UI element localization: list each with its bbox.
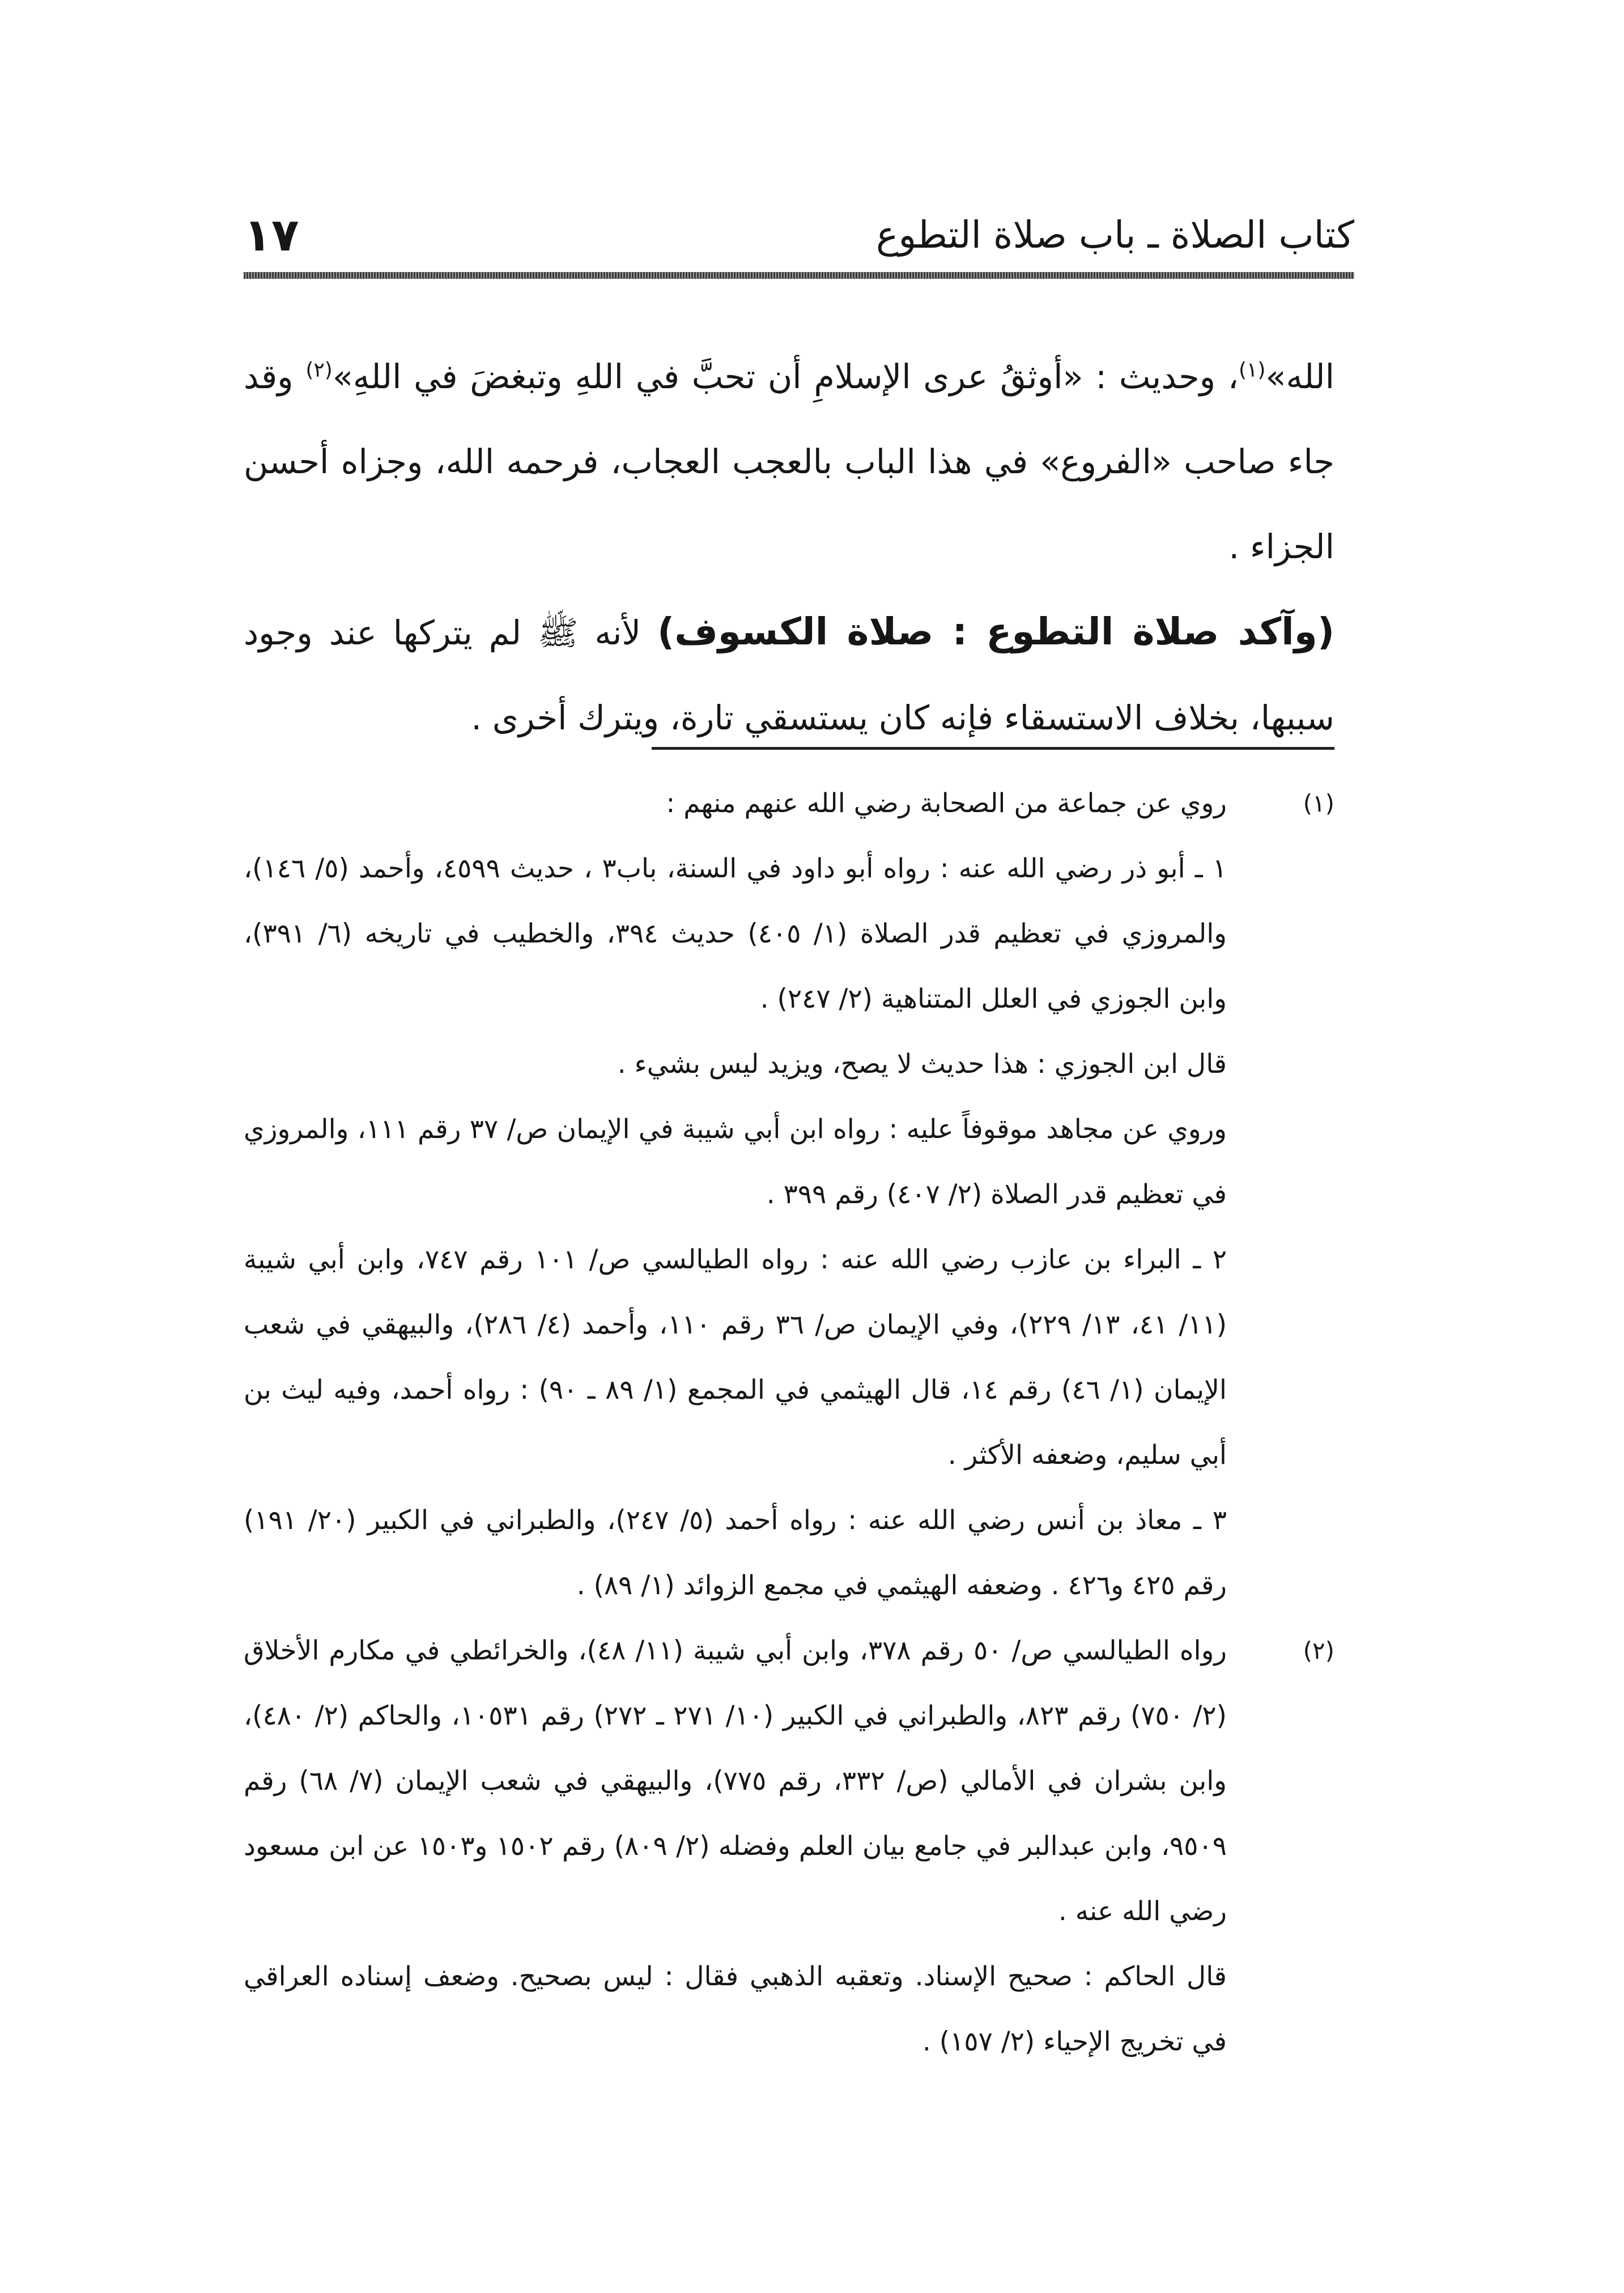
text-run: ، وحديث : «أوثقُ عرى الإسلامِ أن تحبَّ في اللهِ وتبغضَ في اللهِ» — [332, 357, 1239, 396]
page-number: ١٧ — [244, 209, 299, 261]
footnote-body — [244, 1618, 1227, 2074]
paragraph-lead: (وآكد صلاة التطوع : صلاة الكسوف) — [657, 610, 1334, 653]
footnote-divider — [652, 747, 1334, 750]
footnote-line: قال الحاكم : صحيح الإسناد. وتعقبه الذهبي فقال : ليس بصحيح. وضعف إسناده العراقي في تخريج الإحياء (٢/ ١٥٧) . — [244, 1961, 1227, 2057]
text-run: وقد جاء صاحب «الفروع» في هذا الباب بالعجب العجاب، فرحمه الله، وجزاه أحسن الجزاء . — [244, 357, 1334, 566]
footnote-line: رواه الطيالسي ص/ ٥٠ رقم ٣٧٨، وابن أبي شيبة (١١/ ٤٨)، والخرائطي في مكارم الأخلاق (٢/ ٧٥٠) رقم ٨٢٣، والطبراني في الكبير (١٠/ ٢٧١ ـ ٢٧٢) رقم ١٠٥٣١، والحاكم (٢/ ٤٨٠)، وابن بشران في الأمالي (ص/ ٣٣٢، رقم ٧٧٥)، والبيهقي في شعب الإيمان (٧/ ٦٨) رقم ٩٥٠٩، وابن عبدالبر في جامع بيان العلم وفضله (٢/ ٨٠٩) رقم ١٥٠٢ و١٥٠٣ عن ابن مسعود رضي الله عنه . — [244, 1635, 1227, 1927]
footnote-line: ٣ ـ معاذ بن أنس رضي الله عنه : رواه أحمد (٥/ ٢٤٧)، والطبراني في الكبير (٢٠/ ١٩١) رقم ٤٢٥ و٤٢٦ . وضعفه الهيثمي في مجمع الزوائد (١/ ٨٩) . — [244, 1505, 1227, 1601]
footnote-line: ٢ ـ البراء بن عازب رضي الله عنه : رواه الطيالسي ص/ ١٠١ رقم ٧٤٧، وابن أبي شيبة (١١/ ٤١، ١٣/ ٢٢٩)، وفي الإيمان ص/ ٣٦ رقم ١١٠، وأحمد (٤/ ٢٨٦)، والبيهقي في شعب الإيمان (١/ ٤٦) رقم ١٤، قال الهيثمي في المجمع (١/ ٨٩ ـ ٩٠) : رواه أحمد، وفيه ليث بن أبي سليم، وضعفه الأكثر . — [244, 1244, 1227, 1471]
footnote-body — [244, 771, 1227, 1618]
footnotes — [244, 771, 1334, 2074]
text-run: الله» — [1265, 357, 1335, 396]
footnote-line: قال ابن الجوزي : هذا حديث لا يصح، ويزيد ليس بشيء . — [617, 1048, 1227, 1080]
footnote-line: وروي عن مجاهد موقوفاً عليه : رواه ابن أبي شيبة في الإيمان ص/ ٣٧ رقم ١١١، والمروزي في تعظيم قدر الصلاة (٢/ ٤٠٧) رقم ٣٩٩ . — [244, 1114, 1227, 1210]
footnote-line: روي عن جماعة من الصحابة رضي الله عنهم منهم : — [666, 788, 1227, 819]
text-run: لأنه ﷺ لم يتركها عند وجود سببها، بخلاف الاستسقاء فإنه كان يستسقي تارة، ويترك أخرى . — [244, 613, 1334, 737]
running-header — [244, 204, 1354, 266]
footnote-number: (٢) — [1303, 1637, 1334, 1664]
footnote-2 — [244, 1618, 1334, 2074]
footnote-ref-2: (٢) — [305, 358, 333, 382]
paragraph-2 — [244, 589, 1334, 761]
main-text — [244, 334, 1334, 761]
footnote-ref-1: (١) — [1238, 358, 1266, 382]
header-divider — [244, 272, 1354, 279]
footnote-1 — [244, 771, 1334, 1618]
footnote-number: (١) — [1303, 789, 1334, 817]
footnote-line: ١ ـ أبو ذر رضي الله عنه : رواه أبو داود في السنة، باب٣ ، حديث ٤٥٩٩، وأحمد (٥/ ١٤٦)، والمروزي في تعظيم قدر الصلاة (١/ ٤٠٥) حديث ٣٩٤، والخطيب في تاريخه (٦/ ٣٩١)، وابن الجوزي في العلل المتناهية (٢/ ٢٤٧) . — [244, 853, 1227, 1014]
paragraph-1 — [244, 334, 1334, 589]
running-head-title: كتاب الصلاة ـ باب صلاة التطوع — [875, 213, 1354, 257]
